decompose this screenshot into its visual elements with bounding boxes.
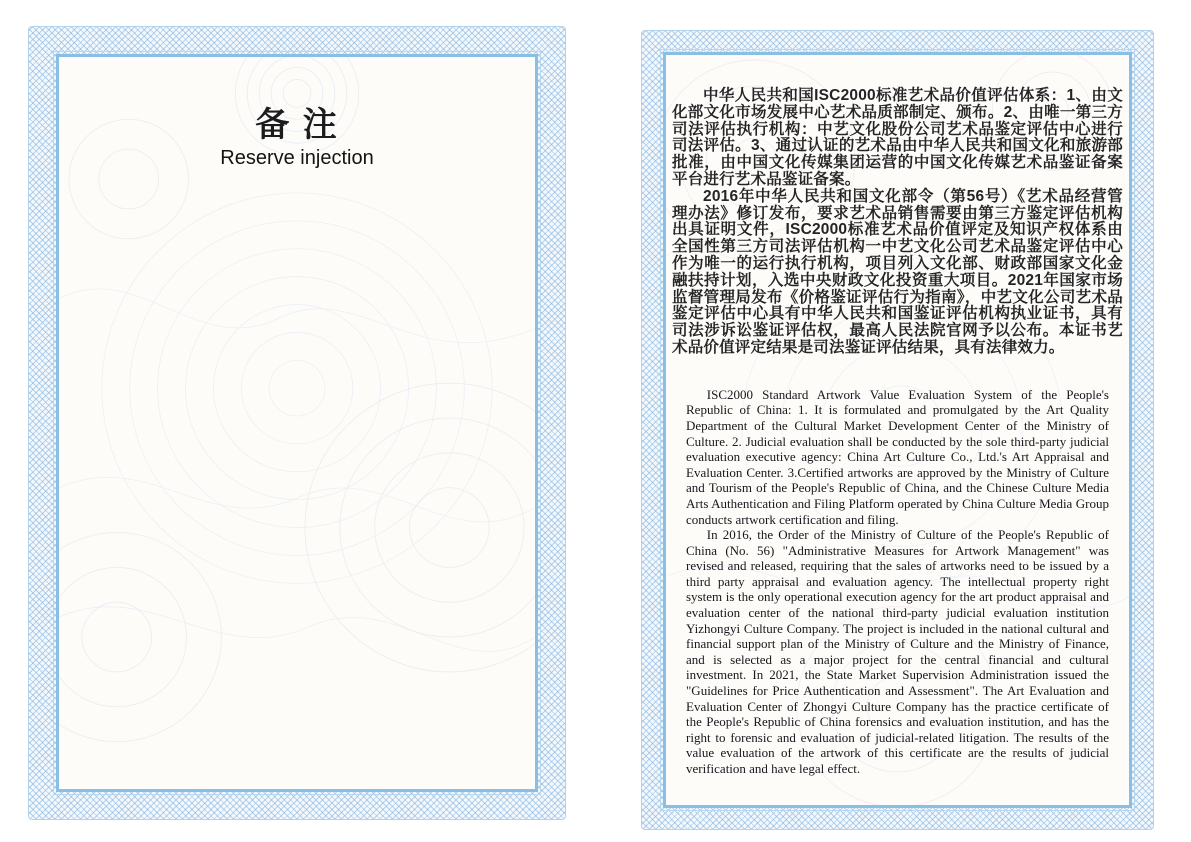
remarks-block: [59, 57, 535, 170]
description-text: [666, 55, 1129, 777]
chinese-text-block: [672, 88, 1123, 357]
left-page-sheet: [56, 54, 538, 792]
english-text-block: [686, 387, 1109, 777]
remarks-title-en: Reserve injection: [220, 147, 374, 170]
cn-paragraph-1: 中华人民共和国ISC2000标准艺术品价值评估体系：1、由文化部文化市场发展中心艺术品质部制定、颁布。2、由唯一第三方司法评估执行机构：中艺文化股份公司艺术品鉴定评估中心进行司法评估。3、通过认证的艺术品由中华人民共和国文化和旅游部批准，由中国文化传媒集团运营的中国文化传媒艺术品鉴证备案平台进行艺术品鉴证备案。: [672, 87, 1123, 188]
page-left-remarks: [20, 18, 574, 828]
remarks-title-cn: 备 注: [255, 106, 339, 144]
cn-paragraph-2: 2016年中华人民共和国文化部令（第56号）《艺术品经营管理办法》修订发布，要求艺术品销售需要由第三方鉴定评估机构出具证明文件，ISC2000标准艺术品价值评定及知识产权体系由全国性第三方司法评估机构一中艺文化公司艺术品鉴定评估中心作为唯一的运行执行机构，项目列入文化部、财政部国家文化金融扶持计划，入选中央财政文化投资重大项目。2021年国家市场监督管理局发布《价格鉴证评估行为指南》，中艺文化公司艺术品鉴定评估中心具有中华人民共和国鉴证评估机构执业证书，具有司法涉诉讼鉴证评估权，最高人民法院官网予以公布。本证书艺术品价值评定结果是司法鉴证评估结果，具有法律效力。: [672, 187, 1123, 356]
right-page-sheet: [663, 52, 1132, 808]
page-right-description: [633, 22, 1162, 838]
en-paragraph-2: In 2016, the Order of the Ministry of Culture of the People's Republic of China (No. 56) "Administrative Measures for Artwork Management" was revised and released, requiring that the sales of artworks need to be issued by a third party appraisal and evaluation agency. The intellectual property right system is the only operational execution agency for the art product appraisal and evaluation center of the national third-party judicial evaluation institution Yizhongyi Culture Company. The project is included in the national cultural and financial support plan of the Ministry of Culture and the Ministry of Finance, and is selected as a major project for the central financial and cultural investment. In 2021, the State Market Supervision Administration issued the "Guidelines for Price Authentication and Assessment". The Art Evaluation and Evaluation Center of Zhongyi Culture Company has the practice certificate of the People's Republic of China forensics and evaluation institution, and has the right to forensic and evaluation of judicial-related litigation. The results of the value evaluation of the artwork of this certificate are the results of judicial verification and have legal effect.: [686, 527, 1109, 776]
en-paragraph-1: ISC2000 Standard Artwork Value Evaluation System of the People's Republic of China: 1. It is formulated and promulgated by the Art Quality Department of the Cultural Market Development Center of the Ministry of Culture. 2. Judicial evaluation shall be conducted by the sole third-party judicial evaluation executive agency: China Art Culture Co., Ltd.'s Art Appraisal and Evaluation Center. 3.Certified artworks are approved by the Ministry of Culture and Tourism of the People's Republic of China, and the Chinese Culture Media Arts Authentication and Filing Platform operated by China Culture Media Group conducts artwork certification and filing.: [686, 386, 1109, 527]
